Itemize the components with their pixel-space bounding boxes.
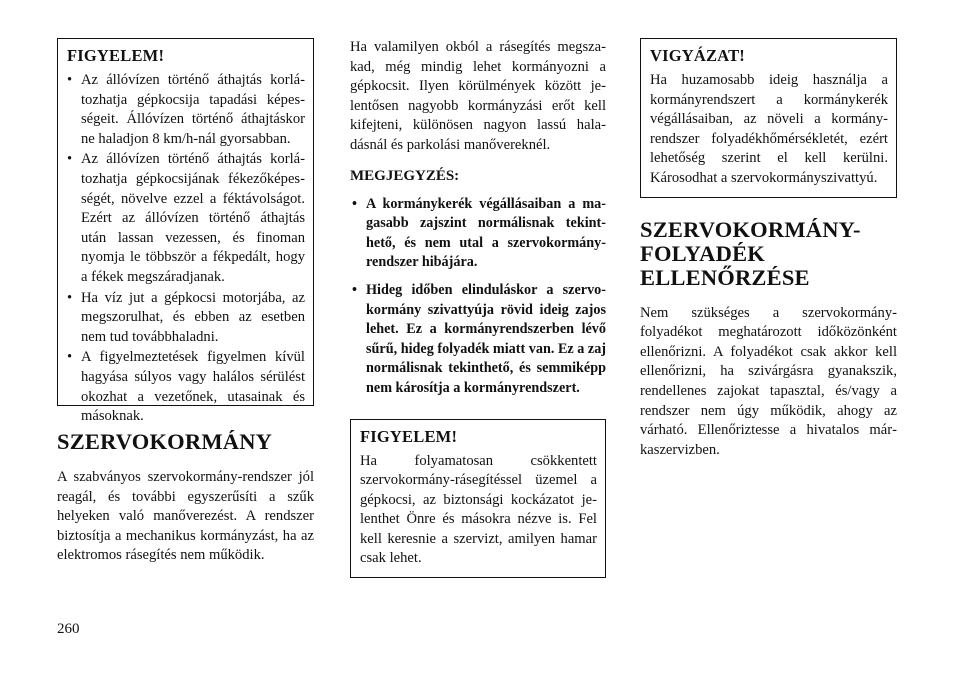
warning-item: • Ha víz jut a gépkocsi motorjába, az megszorulhat, és ebben az esetben nem tud továbbhaladni.	[67, 289, 305, 348]
warning-item: • Az állóvízen történő áthajtás korlátozhatja gépkocsijának fékezőképességét, növelve ezzel a féktávolságot. Ezért az állóvízen történő áthajtás után lassan vezessen, és finoman nyomja le többször a fékpedált, hogy a fékek megszáradjanak.	[67, 150, 305, 287]
note-item: • A kormánykerék végállásaiban a magasabb zajszint normálisnak tekinthető, és nem utal a szervokormányrendszer hibájára.	[350, 195, 606, 273]
section-heading-fluid-check	[640, 218, 897, 290]
heading-line: ELLENŐRZÉSE	[640, 264, 810, 290]
warning-box-2	[350, 419, 606, 579]
warning-list	[67, 71, 305, 427]
note-title: MEGJEGYZÉS:	[350, 167, 460, 184]
fluid-check-body: Nem szükséges a szervokormány-folyadékot meghatározott időközönként ellenőrizni. A folyadékot csak akkor kell ellenőrizni, ha szivárgásra gyanakszik, rendellenes zajokat tapasztal, és/vagy a rendszer nem úgy működik, ahogy az várható. Ellenőriztesse a hivatalos márkaszervizben.	[640, 304, 897, 458]
warning-box-1	[57, 38, 314, 425]
column-3	[640, 38, 897, 460]
warning-item: • A figyelmeztetések figyelmen kívül hagyása súlyos vagy halálos sérülést okozhat a vezetőnek, utasainak és másoknak.	[67, 348, 305, 426]
page-number: 260	[57, 621, 80, 637]
column-2	[350, 38, 606, 578]
section-body: A szabványos szervokormány-rendszer jól reagál, és további egyszerűsíti a szűk helyeken való manőverezést. A rendszer biztosítja a mechanikus kormányzást, ha az elektromos rásegítés nem működik.	[57, 469, 314, 564]
section-heading-power-steering: SZERVOKORMÁNY	[57, 429, 273, 454]
warning-title: FIGYELEM!	[360, 426, 458, 446]
warning-title: FIGYELEM!	[67, 46, 165, 65]
warning-item: • Az állóvízen történő áthajtás korlátozhatja gépkocsija tapadási képességeit. Állóvízen történő áthajtáskor ne haladjon 8 km/h-nál gyorsabban.	[67, 71, 305, 149]
heading-line: FOLYADÉK	[640, 240, 765, 266]
note-item: • Hideg időben elinduláskor a szervokormány szivattyúja rövid ideig zajos lehet. Ez a kormányrendszerben lévő sűrű, hideg folyadék miatt van. Ez a zaj normálisnak tekinthető, és semmiképp nem károsítja a kormányrendszert.	[350, 281, 606, 399]
caution-box	[640, 38, 897, 198]
warning-text: Ha folyamatosan csökkentett szervokormány-rásegítéssel üzemel a gépkocsi, az biztonsági kockázatot jelenthet Önre és másokra nézve is. Fel kell keresnie a szervizt, amilyen hamar csak lehet.	[360, 452, 597, 567]
intro-paragraph: Ha valamilyen okból a rásegítés megszakad, még mindig lehet kormányozni a gépkocsit. Ilyen körülmények között jelentősen nagyobb kormányzási erőt kell kifejteni, különösen nagyon lassú haladásnál és parkolási manővereknél.	[350, 39, 606, 153]
column-1	[57, 38, 314, 566]
heading-line: SZERVOKORMÁNY-	[640, 216, 861, 242]
caution-text: Ha huzamosabb ideig használja a kormányrendszert a kormánykerék végállásaiban, az növeli a kormányrendszer folyadékhőmérsékletét, ezért lehetőség szerint el kell kerülni. Károsodhat a szervokormányszivattyú.	[650, 72, 888, 186]
caution-title: VIGYÁZAT!	[650, 46, 745, 65]
note-list	[350, 195, 606, 399]
